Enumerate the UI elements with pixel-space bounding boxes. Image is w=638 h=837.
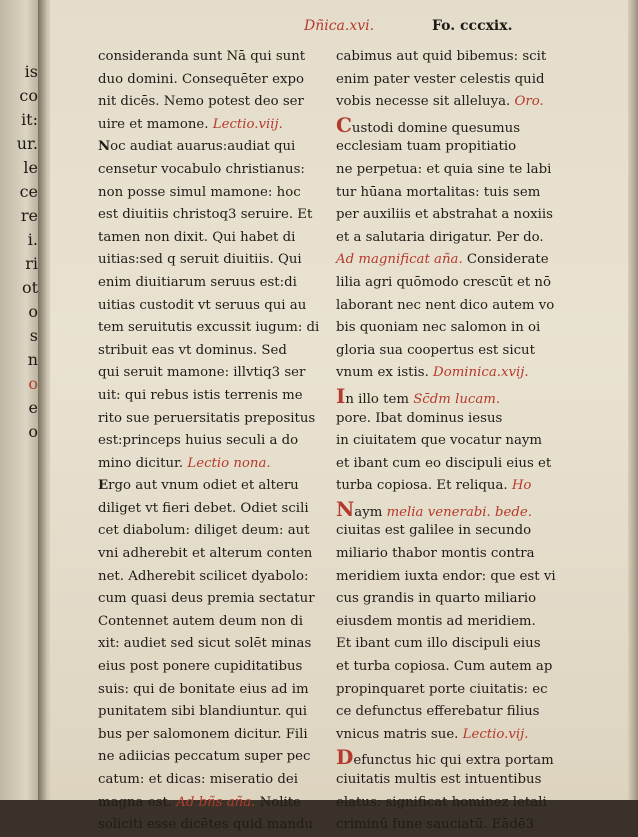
text-line xyxy=(98,724,323,747)
text-segment: efunctus hic qui extra portam xyxy=(353,753,554,769)
text-segment: ciuitatis multis est intuentibus xyxy=(336,772,542,787)
right-text-column xyxy=(336,46,561,837)
text-segment: ne adiicias peccatum super pec xyxy=(98,749,311,765)
text-line xyxy=(98,498,323,521)
text-segment: cus grandis in quarto miliario xyxy=(336,591,537,607)
text-segment: Contennet autem deum non di xyxy=(98,613,303,629)
text-segment: ustodi domine quesumus xyxy=(351,120,521,136)
text-segment: meridiem iuxta endor: que est vi xyxy=(336,568,556,584)
text-line xyxy=(336,566,561,589)
text-line xyxy=(336,588,561,611)
text-line xyxy=(336,204,561,227)
text-line xyxy=(336,408,561,431)
text-segment: ce defunctus efferebatur filius xyxy=(336,704,540,720)
text-line xyxy=(98,611,323,634)
left-page-fragment: it: xyxy=(21,110,38,129)
text-segment: vni adherebit et alterum conten xyxy=(98,546,313,562)
text-line xyxy=(98,340,323,363)
text-segment: Nolite xyxy=(255,794,301,810)
text-line xyxy=(98,453,323,476)
text-segment: miliario thabor montis contra xyxy=(336,546,535,562)
text-line xyxy=(98,543,323,566)
text-line xyxy=(98,159,323,182)
text-line xyxy=(98,792,323,815)
text-line xyxy=(98,362,323,385)
text-line xyxy=(98,520,323,543)
text-line xyxy=(98,408,323,431)
text-segment: gloria sua coopertus est sicut xyxy=(336,342,535,358)
right-page xyxy=(50,0,638,833)
text-segment: eius post ponere cupiditatibus xyxy=(98,659,303,675)
running-header xyxy=(304,18,584,42)
text-line xyxy=(336,430,561,453)
left-page-fragment: o xyxy=(28,374,38,393)
text-line xyxy=(98,430,323,453)
text-line xyxy=(336,272,561,295)
text-line xyxy=(98,679,323,702)
rubric: melia venerabi. bede. xyxy=(386,504,533,520)
initial-letter: N xyxy=(98,139,111,155)
text-segment: laborant nec nent dico autem vo xyxy=(336,297,555,313)
text-segment: mino dicitur. xyxy=(98,455,188,471)
text-line xyxy=(98,91,323,114)
text-segment: est diuitiis christoq3 seruire. Et xyxy=(98,207,313,223)
text-segment: uire et mamone. xyxy=(98,116,213,132)
text-segment: propinquaret porte ciuitatis: ec xyxy=(336,681,548,697)
text-segment: et turba copiosa. Cum autem ap xyxy=(336,659,553,675)
rubric: Ho xyxy=(511,478,532,494)
rubric: Ad magnificat aña. xyxy=(336,252,463,268)
feast-heading: Dñica.xvi. xyxy=(304,18,375,34)
text-line xyxy=(336,792,561,815)
text-line xyxy=(98,204,323,227)
text-segment: magna est. xyxy=(98,794,177,810)
text-segment: criminū fune sauciatū. Eādē3 xyxy=(336,817,535,833)
text-line xyxy=(98,701,323,724)
text-line xyxy=(336,611,561,634)
left-page-fragments xyxy=(0,60,40,444)
text-segment: Considerate xyxy=(462,252,549,268)
text-segment: ecclesiam tuam propitiatio xyxy=(336,139,517,155)
text-segment: duo domini. Consequēter expo xyxy=(98,71,305,87)
text-segment: xit: audiet sed sicut solēt minas xyxy=(98,636,312,652)
text-segment: rgo aut vnum odiet et alteru xyxy=(108,478,299,494)
text-line xyxy=(336,679,561,702)
text-line xyxy=(336,182,561,205)
text-segment: rito sue peruersitatis prepositus xyxy=(98,410,316,426)
text-line xyxy=(336,295,561,318)
text-segment: Et ibant cum illo discipuli eius xyxy=(336,636,541,652)
left-page-fragment: is xyxy=(24,62,38,81)
text-segment: punitatem sibi blandiuntur. qui xyxy=(98,704,308,720)
text-segment: lilia agri quōmodo crescūt et nō xyxy=(336,274,551,290)
rubric: Lectio.vij. xyxy=(462,726,529,742)
text-line xyxy=(336,91,561,114)
text-line xyxy=(336,69,561,92)
rubric: Ad bñs aña. xyxy=(176,794,256,810)
left-page-fragment: s xyxy=(29,326,38,345)
text-line xyxy=(98,46,323,69)
text-line xyxy=(336,453,561,476)
text-segment: ne perpetua: et quia sine te labi xyxy=(336,161,552,177)
text-segment: diliget vt fieri debet. Odiet scili xyxy=(98,500,309,516)
text-segment: vnicus matris sue. xyxy=(336,726,463,742)
left-page-fragment: ce xyxy=(19,182,38,201)
text-line xyxy=(98,746,323,769)
text-line xyxy=(336,136,561,159)
text-line xyxy=(336,114,561,137)
rubric: Sc̄dm lucam. xyxy=(408,391,501,407)
text-segment: turba copiosa. Et reliqua. xyxy=(336,478,512,494)
left-page-fragment: i. xyxy=(27,230,38,249)
left-page-fragment: le xyxy=(23,158,38,177)
text-segment: aym xyxy=(354,504,387,520)
text-line xyxy=(98,656,323,679)
text-segment: catum: et dicas: miseratio dei xyxy=(98,772,299,787)
text-line xyxy=(98,249,323,272)
text-segment: pore. Ibat dominus iesus xyxy=(336,410,503,426)
text-line xyxy=(98,317,323,340)
text-line xyxy=(98,633,323,656)
text-segment: in ciuitatem que vocatur naym xyxy=(336,433,543,449)
text-line xyxy=(98,769,323,792)
text-line xyxy=(336,249,561,272)
left-page-fragment: ri xyxy=(25,254,38,273)
rubric: Oro. xyxy=(514,94,544,110)
text-segment: enim pater vester celestis quid xyxy=(336,71,545,87)
left-page-fragment: e xyxy=(28,398,38,417)
left-page-fragment: re xyxy=(20,206,38,225)
text-line xyxy=(98,566,323,589)
text-segment: consideranda sunt Nā qui sunt xyxy=(98,49,306,64)
text-segment: cabimus aut quid bibemus: scit xyxy=(336,49,547,64)
text-segment: ciuitas est galilee in secundo xyxy=(336,523,532,539)
text-line xyxy=(98,114,323,137)
text-line xyxy=(336,543,561,566)
rubric: Lectio.viij. xyxy=(212,116,283,132)
text-segment: oc audiat auarus:audiat qui xyxy=(110,139,296,155)
text-line xyxy=(336,498,561,521)
text-line xyxy=(336,814,561,837)
text-line xyxy=(98,69,323,92)
text-segment: non posse simul mamone: hoc xyxy=(98,184,301,200)
text-line xyxy=(336,724,561,747)
text-line xyxy=(336,475,561,498)
text-segment: n illo tem xyxy=(345,391,409,407)
text-segment: cet diabolum: diliget deum: aut xyxy=(98,523,310,539)
text-line xyxy=(98,136,323,159)
text-line xyxy=(98,272,323,295)
folio-number: Fo. cccxix. xyxy=(432,18,513,34)
initial-letter: D xyxy=(336,745,354,770)
text-line xyxy=(98,385,323,408)
text-line xyxy=(336,746,561,769)
text-line xyxy=(98,295,323,318)
left-page-fragment: o xyxy=(28,422,38,441)
text-segment: vnum ex istis. xyxy=(336,365,434,381)
text-line xyxy=(98,814,323,837)
page-edge xyxy=(628,0,638,800)
initial-letter: C xyxy=(336,112,352,137)
text-segment: bis quoniam nec salomon in oi xyxy=(336,320,541,336)
text-segment: vobis necesse sit alleluya. xyxy=(336,94,515,110)
text-segment: uit: qui rebus istis terrenis me xyxy=(98,387,303,403)
text-segment: uitias:sed q seruit diuitiis. Qui xyxy=(98,252,302,268)
text-line xyxy=(336,656,561,679)
left-page-fragment: n xyxy=(27,350,38,369)
text-segment: elatus: significat hominez letali xyxy=(336,794,547,810)
text-line xyxy=(98,227,323,250)
text-segment: enim diuitiarum seruus est:di xyxy=(98,274,297,290)
initial-letter: N xyxy=(336,496,355,521)
text-segment: cum quasi deus premia sectatur xyxy=(98,591,315,607)
rubric: Lectio nona. xyxy=(187,455,271,471)
text-segment: net. Adherebit scilicet dyabolo: xyxy=(98,568,309,584)
initial-letter: E xyxy=(98,478,109,494)
text-line xyxy=(336,340,561,363)
text-line xyxy=(98,588,323,611)
left-page-fragment: co xyxy=(19,86,38,105)
text-line xyxy=(336,317,561,340)
text-line xyxy=(336,701,561,724)
text-segment: soliciti esse dicētes quid mandu xyxy=(98,817,314,833)
text-segment: bus per salomonem dicitur. Fili xyxy=(98,726,308,742)
left-text-column xyxy=(98,46,323,837)
text-line xyxy=(336,520,561,543)
text-line xyxy=(336,159,561,182)
left-page-fragment: ot xyxy=(21,278,38,297)
text-segment: tur hūana mortalitas: tuis sem xyxy=(336,184,541,200)
left-page-fragment: ur. xyxy=(16,134,38,153)
text-segment: censetur vocabulo christianus: xyxy=(98,161,305,177)
text-segment: stribuit eas vt dominus. Sed xyxy=(98,342,287,358)
text-segment: uitias custodit vt seruus qui au xyxy=(98,297,307,313)
text-segment: per auxiliis et abstrahat a noxiis xyxy=(336,207,553,223)
text-line xyxy=(336,769,561,792)
text-line xyxy=(336,362,561,385)
text-segment: qui seruit mamone: illvtiq3 ser xyxy=(98,365,306,381)
text-line xyxy=(98,475,323,498)
text-segment: est:princeps huius seculi a do xyxy=(98,433,299,449)
text-segment: tem seruitutis excussit iugum: di xyxy=(98,320,320,336)
text-segment: nit dicēs. Nemo potest deo ser xyxy=(98,94,304,110)
text-segment: tamen non dixit. Qui habet di xyxy=(98,229,296,245)
text-line xyxy=(336,46,561,69)
text-line xyxy=(336,385,561,408)
left-page-fragment: o xyxy=(28,302,38,321)
text-line xyxy=(336,227,561,250)
text-line xyxy=(336,633,561,656)
text-line xyxy=(98,182,323,205)
text-segment: et ibant cum eo discipuli eius et xyxy=(336,455,552,471)
rubric: Dominica.xvij. xyxy=(433,365,529,381)
text-segment: suis: qui de bonitate eius ad im xyxy=(98,681,309,697)
initial-letter: I xyxy=(336,383,346,408)
text-segment: eiusdem montis ad meridiem. xyxy=(336,613,536,629)
text-segment: et a salutaria dirigatur. Per do. xyxy=(336,229,544,245)
